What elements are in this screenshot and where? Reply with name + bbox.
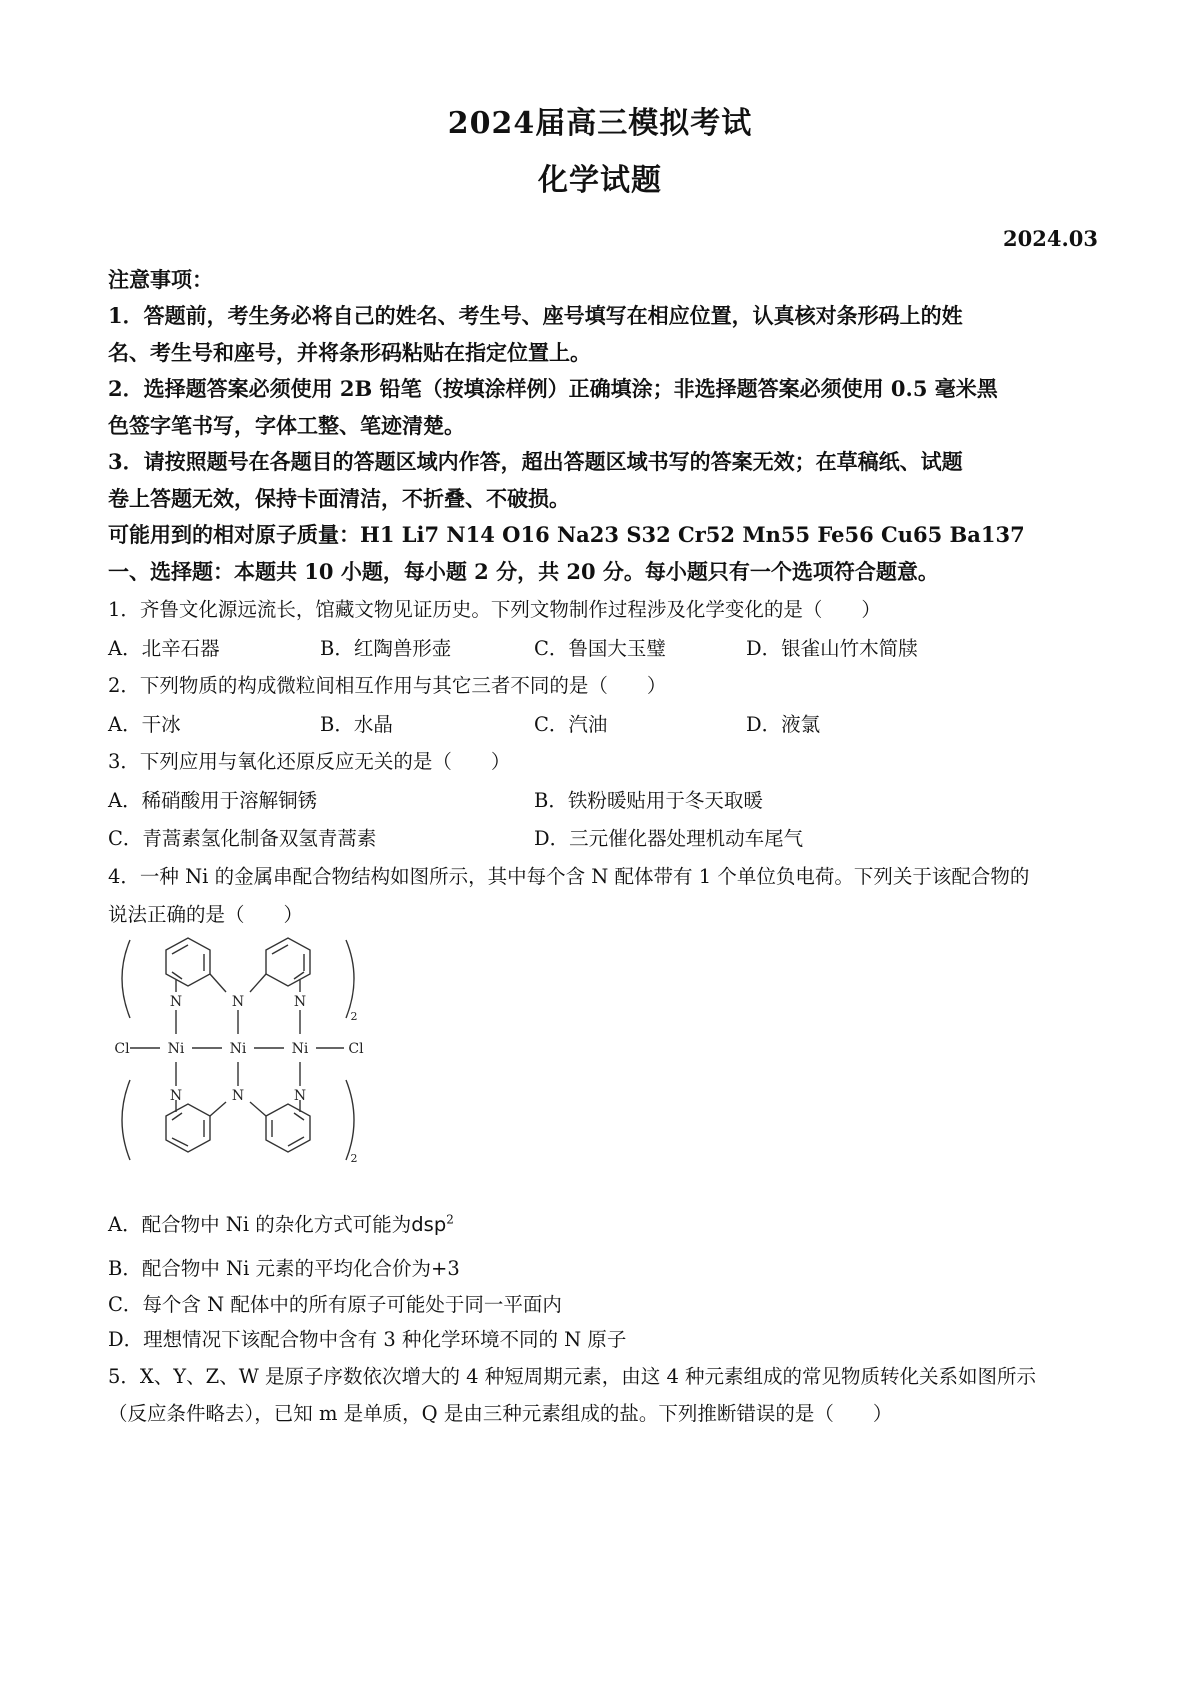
question-5-stem-line-2: （反应条件略去），已知 m 是单质，Q 是由三种元素组成的盐。下列推断错误的是（ ）: [108, 1402, 893, 1425]
atom-cl-right: Cl: [348, 1041, 364, 1057]
question-3-option-b: B．铁粉暖贴用于冬天取暖: [534, 789, 763, 812]
atom-ni-2: Ni: [229, 1041, 247, 1057]
ni-complex-structure-figure: [108, 930, 388, 1190]
exam-date: 2024.03: [1003, 226, 1098, 251]
paren-bottom-left: [122, 1080, 130, 1160]
atom-n-top-left: N: [169, 994, 183, 1010]
atom-n-bottom-mid: N: [231, 1088, 245, 1104]
atom-n-top-right: N: [293, 994, 307, 1010]
question-3-option-a: A．稀硝酸用于溶解铜锈: [108, 789, 318, 812]
atom-ni-1: Ni: [167, 1041, 185, 1057]
atom-ni-3: Ni: [291, 1041, 309, 1057]
question-2-option-a: A．干冰: [108, 713, 181, 736]
question-1-option-a: A．北辛石器: [108, 637, 220, 660]
question-2-stem: 2．下列物质的构成微粒间相互作用与其它三者不同的是（ ）: [108, 674, 667, 697]
notice-item-1-line-2: 名、考生号和座号，并将条形码粘贴在指定位置上。: [108, 340, 591, 365]
question-1-option-d: D．银雀山竹木简牍: [746, 637, 918, 660]
notice-item-3-line-1: 3．请按照题号在各题目的答题区域内作答，超出答题区域书写的答案无效；在草稿纸、试题: [108, 449, 963, 474]
subscript-top: 2: [350, 1010, 358, 1023]
question-1-stem: 1．齐鲁文化源远流长，馆藏文物见证历史。下列文物制作过程涉及化学变化的是（ ）: [108, 598, 881, 621]
subscript-bottom: 2: [350, 1152, 358, 1165]
question-2-option-b: B．水晶: [320, 713, 393, 736]
question-4-option-a-text: A．配合物中 Ni 的杂化方式可能为: [108, 1213, 412, 1236]
question-4-option-b: B．配合物中 Ni 元素的平均化合价为+3: [108, 1257, 460, 1280]
paren-bottom-right: [346, 1080, 354, 1160]
notice-heading: 注意事项：: [108, 267, 213, 292]
question-1-option-c: C．鲁国大玉璧: [534, 637, 666, 660]
paren-top-left: [122, 940, 130, 1018]
notice-item-1-line-1: 1．答题前，考生务必将自己的姓名、考生号、座号填写在相应位置，认真核对条形码上的姓: [108, 303, 963, 328]
notice-item-2-line-1: 2．选择题答案必须使用 2B 铅笔（按填涂样例）正确填涂；非选择题答案必须使用 0.5 毫米黑: [108, 376, 998, 401]
exam-subject: 化学试题: [538, 163, 662, 198]
notice-item-2-line-2: 色签字笔书写，字体工整、笔迹清楚。: [108, 413, 465, 438]
question-3-stem: 3．下列应用与氧化还原反应无关的是（ ）: [108, 750, 511, 773]
atom-n-bottom-right: N: [293, 1088, 307, 1104]
atom-n-bottom-left: N: [169, 1088, 183, 1104]
question-2-option-c: C．汽油: [534, 713, 608, 736]
atomic-mass-line: 可能用到的相对原子质量：H1 Li7 N14 O16 Na23 S32 Cr52 Mn55 Fe56 Cu65 Ba137: [108, 522, 1025, 547]
question-4-option-a-superscript: 2: [446, 1212, 454, 1227]
atom-n-top-mid: N: [231, 994, 245, 1010]
question-4-option-a: [108, 1209, 454, 1237]
section-1-heading: 一、选择题：本题共 10 小题，每小题 2 分，共 20 分。每小题只有一个选项符合题意。: [108, 559, 939, 584]
question-4-stem-line-1: 4．一种 Ni 的金属串配合物结构如图所示，其中每个含 N 配体带有 1 个单位负电荷。下列关于该配合物的: [108, 865, 1030, 888]
question-1-option-b: B．红陶兽形壶: [320, 637, 452, 660]
question-4-option-a-formula: dsp: [411, 1213, 447, 1236]
notice-item-3-line-2: 卷上答题无效，保持卡面清洁，不折叠、不破损。: [108, 486, 570, 511]
exam-title: 2024届高三模拟考试: [447, 106, 753, 141]
question-4-stem-line-2: 说法正确的是（ ）: [108, 903, 304, 926]
question-2-option-d: D．液氯: [746, 713, 821, 736]
atom-cl-left: Cl: [114, 1041, 130, 1057]
paren-top-right: [346, 940, 354, 1018]
question-5-stem-line-1: 5．X、Y、Z、W 是原子序数依次增大的 4 种短周期元素，由这 4 种元素组成的常见物质转化关系如图所示: [108, 1365, 1037, 1388]
question-4-option-c: C．每个含 N 配体中的所有原子可能处于同一平面内: [108, 1293, 562, 1316]
question-3-option-c: C．青蒿素氢化制备双氢青蒿素: [108, 827, 377, 850]
question-3-option-d: D．三元催化器处理机动车尾气: [534, 827, 804, 850]
question-4-option-d: D．理想情况下该配合物中含有 3 种化学环境不同的 N 原子: [108, 1328, 627, 1351]
